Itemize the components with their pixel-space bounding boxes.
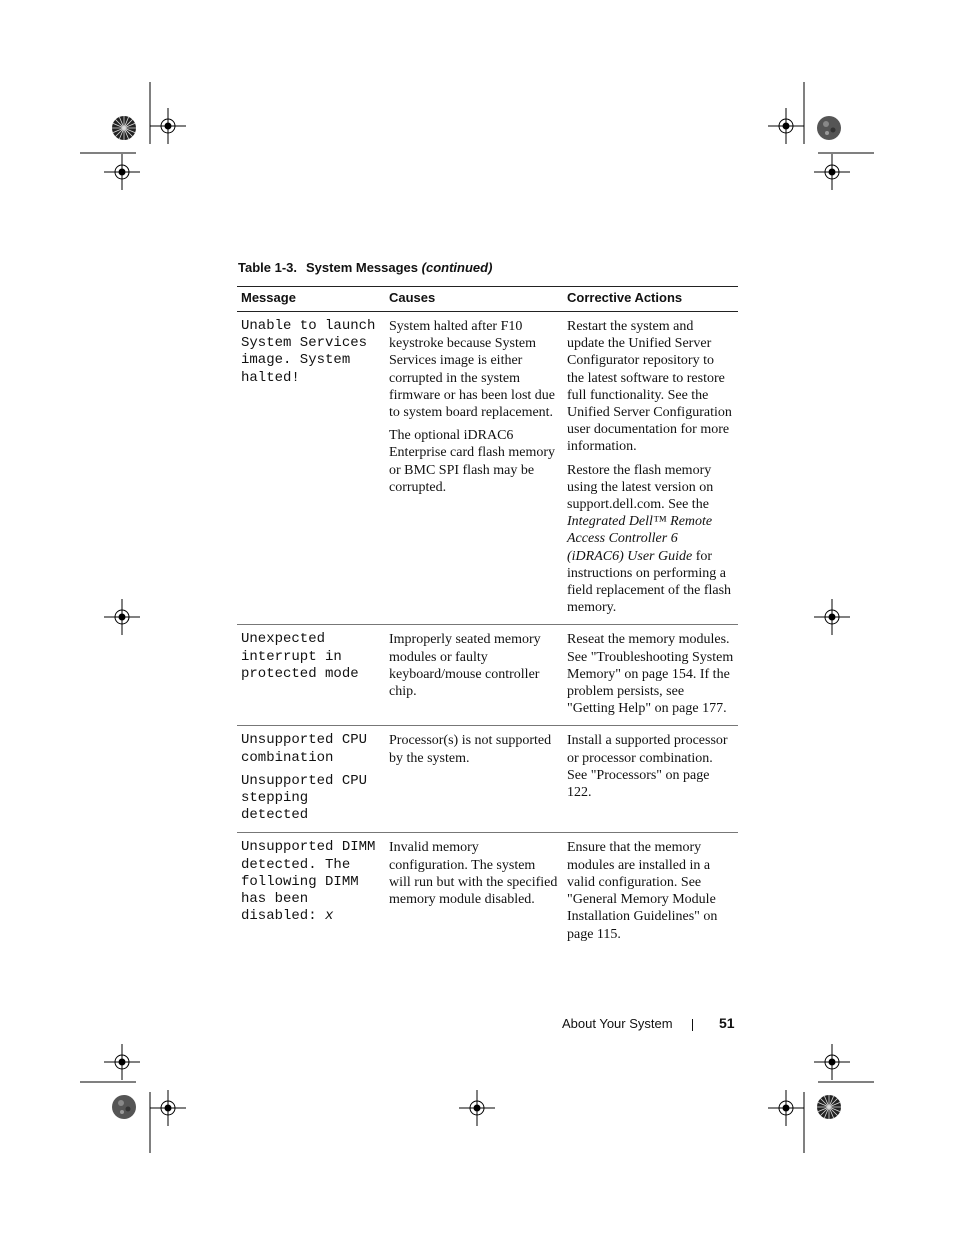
message-line: halted! [241, 369, 300, 386]
message-line: Unsupported CPU [241, 772, 368, 789]
message-line: image. System [241, 352, 351, 369]
system-messages-table [237, 286, 738, 951]
cause-text: System halted after F10 keystroke because System Services image is either corrupted in the system firmware or has been lost due to system board replacement. [389, 319, 555, 421]
message-variable: x [325, 908, 334, 925]
message-line: System Services [241, 335, 368, 352]
message-line: interrupt in [241, 648, 342, 665]
message-line: has been [241, 891, 309, 908]
table-title: System Messages [306, 260, 419, 275]
cause-text: The optional iDRAC6 Enterprise card flash memory or BMC SPI flash may be corrupted. [389, 428, 555, 495]
footer-separator [692, 1019, 693, 1031]
idrac6-user-guide-title: Integrated Dell™ Remote Access Controller 6 (iDRAC6) User Guide [567, 514, 713, 564]
cause-text: Processor(s) is not supported by the system. [389, 733, 552, 766]
table-caption [238, 260, 492, 275]
message-cell [237, 726, 385, 833]
message-line: detected. The [241, 856, 351, 873]
header-causes: Causes [385, 287, 563, 312]
message-line [241, 908, 381, 925]
message-cell [237, 312, 385, 625]
message-cell [237, 833, 385, 951]
message-line: combination [241, 749, 334, 766]
actions-cell [563, 625, 738, 726]
message-line: following DIMM [241, 873, 359, 890]
actions-cell [563, 833, 738, 951]
message-block [241, 732, 381, 766]
action-text-part: Restore the flash memory using the latest version on support.dell.com. See the [567, 462, 714, 513]
message-line: protected mode [241, 665, 359, 682]
table-row [237, 726, 738, 833]
page-number: 51 [719, 1015, 735, 1031]
table-row [237, 833, 738, 951]
cause-text: Improperly seated memory modules or faulty keyboard/mouse controller chip. [389, 632, 541, 700]
message-line-text: disabled: [241, 908, 326, 925]
message-line: Unsupported DIMM [241, 839, 376, 856]
actions-cell [563, 726, 738, 833]
table-header-row [237, 287, 738, 312]
causes-cell [385, 833, 563, 951]
action-text: Install a supported processor or processor combination. See "Processors" on page 122. [567, 733, 728, 801]
message-cell [237, 625, 385, 726]
causes-cell [385, 312, 563, 625]
action-text: Reseat the memory modules. See "Troubleshooting System Memory" on page 154. If the problem persists, see "Getting Help" on page 177. [567, 632, 734, 717]
causes-cell [385, 726, 563, 833]
message-line: detected [241, 807, 309, 824]
causes-cell [385, 625, 563, 726]
message-line: Unable to launch [241, 318, 376, 334]
message-block [241, 773, 381, 825]
action-text: Ensure that the memory modules are installed in a valid configuration. See "General Memory Module Installation Guidelines" on page 115. [567, 840, 718, 942]
table-row [237, 312, 738, 625]
actions-cell [563, 312, 738, 625]
header-message: Message [237, 287, 385, 312]
action-text-part: for instructions on performing a field replacement of the flash memory. [567, 548, 732, 616]
action-text: Restart the system and update the Unified Server Configurator repository to the latest software to restore full functionality. See the Unified Server Configuration user documentation for more information. [567, 319, 732, 455]
header-corrective-actions: Corrective Actions [563, 287, 738, 312]
footer-section-title: About Your System [562, 1016, 673, 1031]
message-line: Unexpected [241, 631, 326, 648]
message-line: Unsupported CPU [241, 732, 368, 749]
table-continued: (continued) [421, 260, 493, 275]
table-row [237, 625, 738, 726]
cause-text: Invalid memory configuration. The system will run but with the specified memory module disabled. [389, 840, 558, 908]
message-line: stepping [241, 790, 309, 807]
table-number: Table 1-3. [238, 260, 298, 275]
action-text-restore [567, 462, 734, 617]
